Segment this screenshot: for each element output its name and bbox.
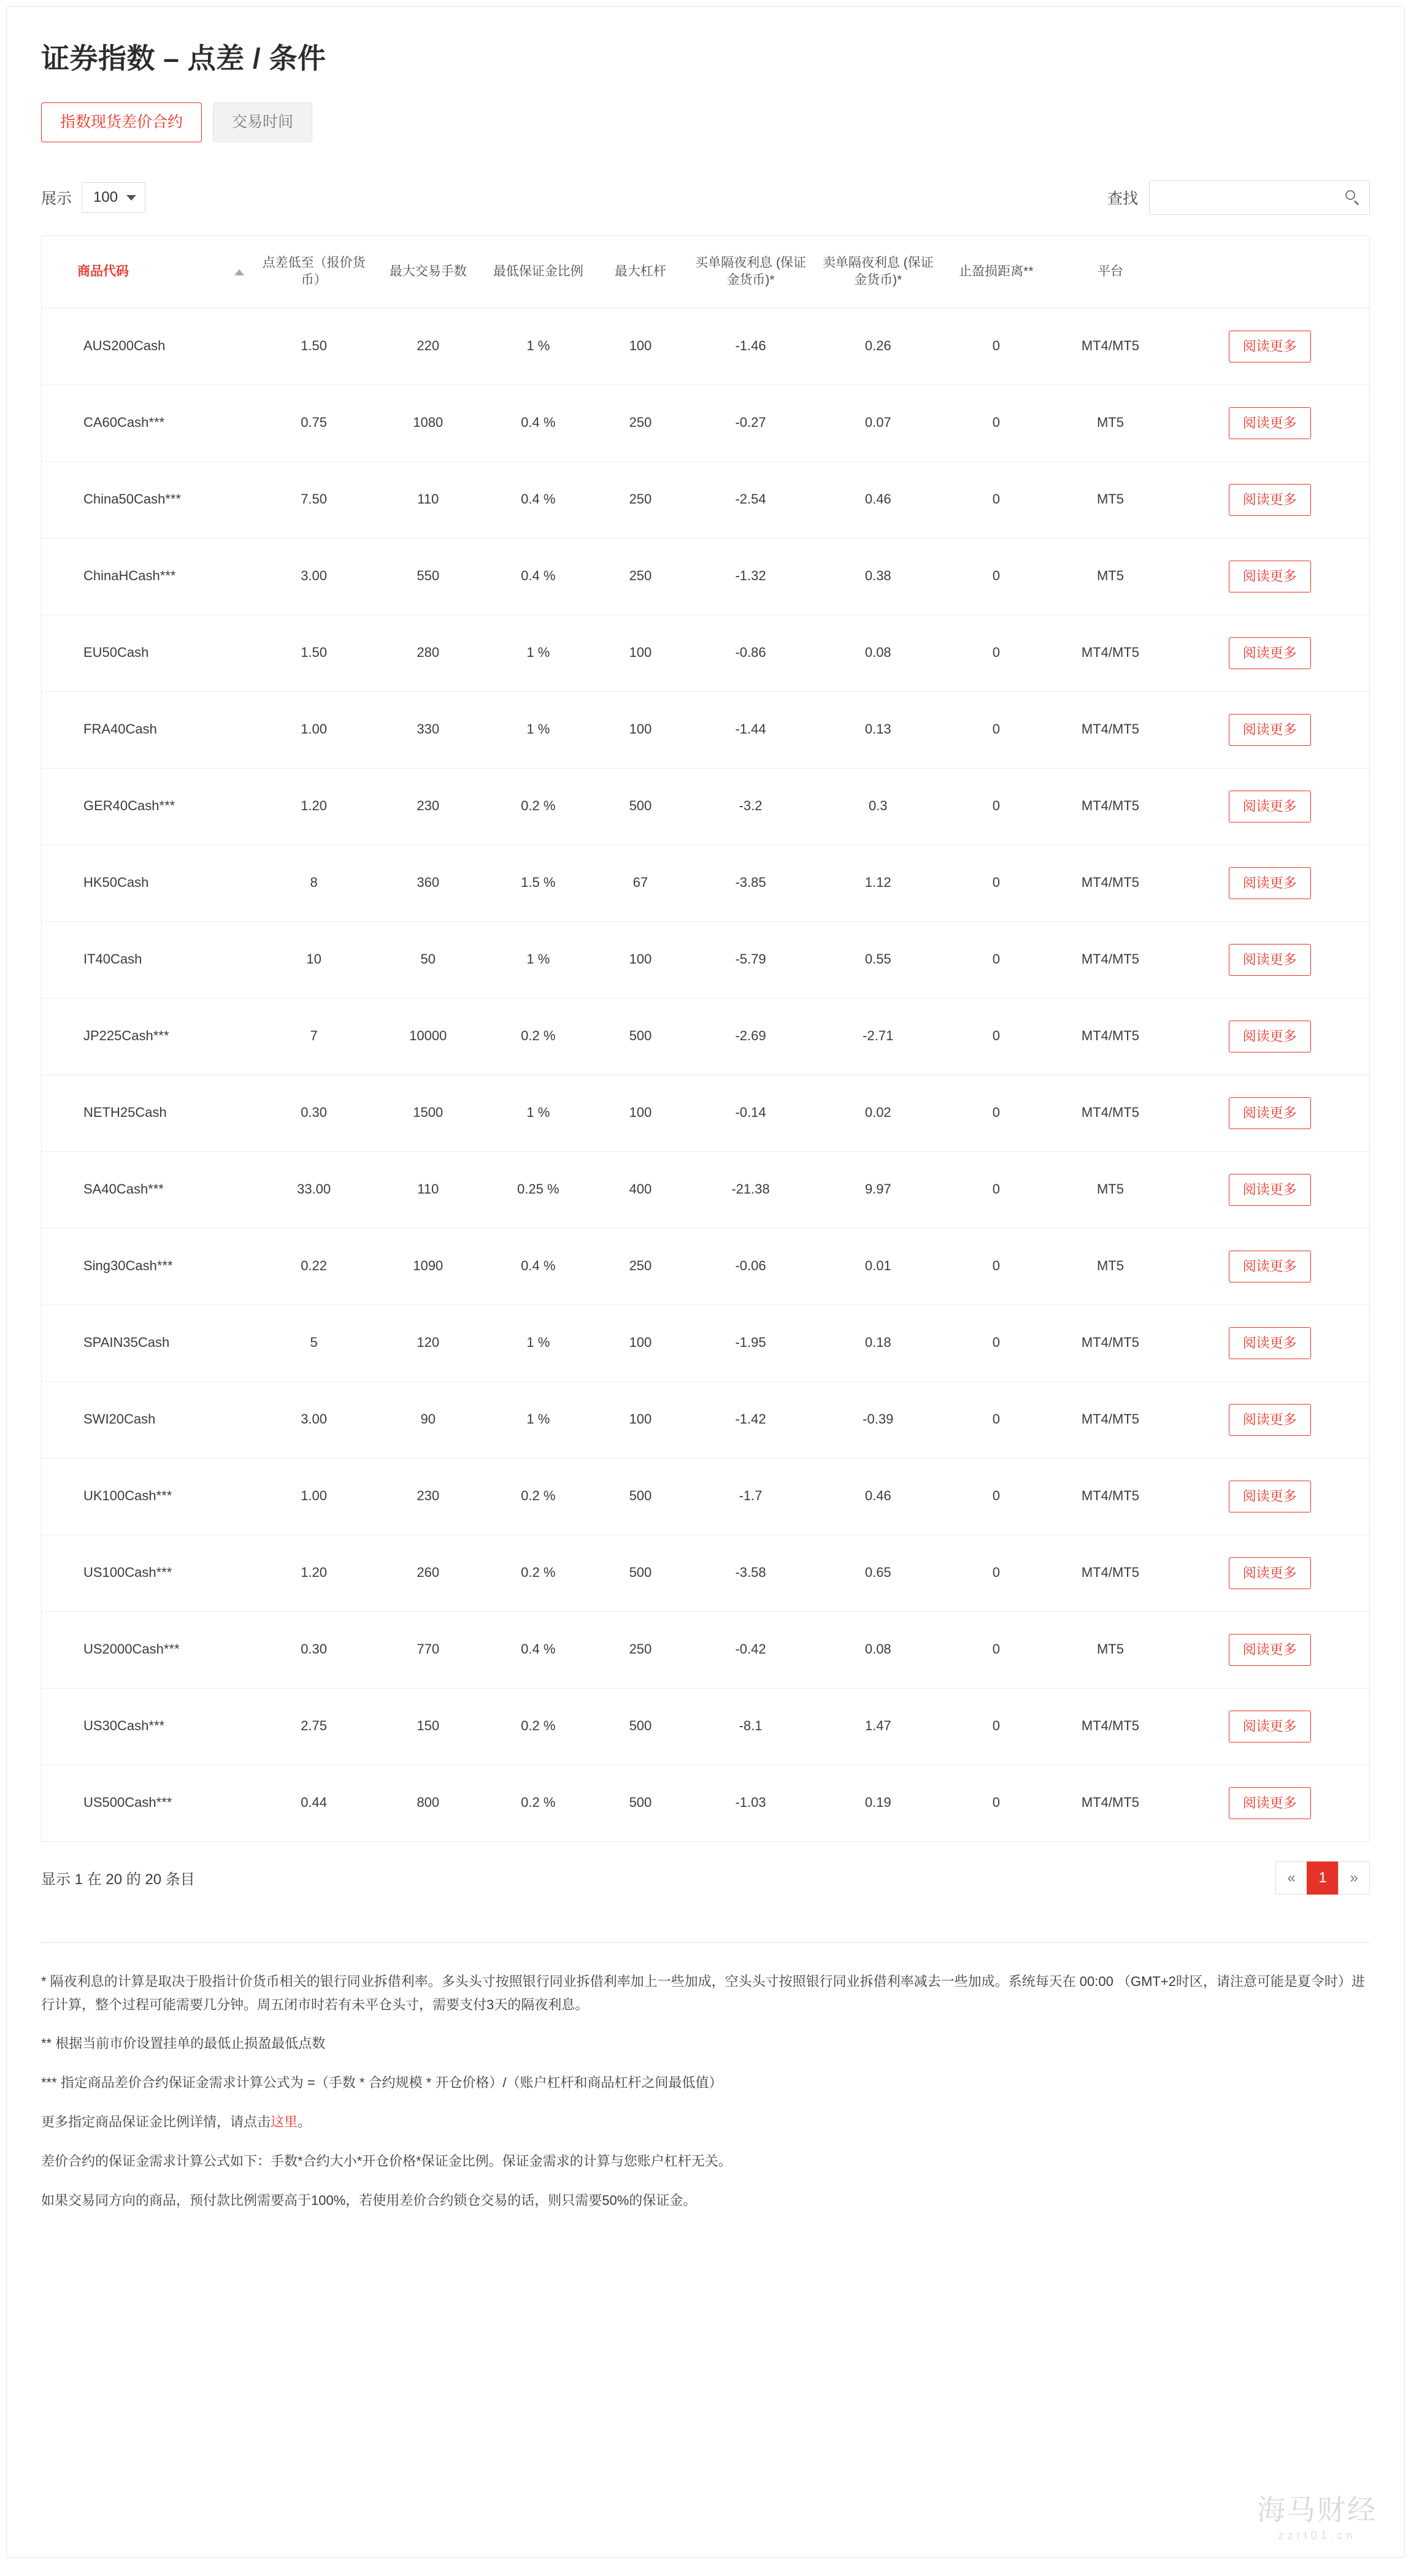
- cell-action: [1170, 768, 1369, 845]
- search-icon: [1345, 190, 1361, 205]
- table-row: [42, 1381, 1369, 1458]
- cell-spread: 0.44: [301, 1795, 328, 1811]
- cell-buy-swap: -1.32: [687, 538, 815, 615]
- cell-buy-swap: -0.42: [687, 1611, 815, 1688]
- cell-buy-swap: -3.85: [687, 845, 815, 921]
- cell-max-leverage: 250: [594, 385, 686, 461]
- cell-action: [1170, 1075, 1369, 1151]
- cell-spread: 3.00: [254, 538, 374, 615]
- cell-spread: 0.30: [254, 1611, 374, 1688]
- page-root: [0, 6, 1411, 2576]
- cell-max-lots: 330: [374, 691, 482, 768]
- cell-sell-swap: 0.46: [814, 1458, 942, 1535]
- cell-spread: 10: [254, 921, 374, 998]
- tab-index-cfd[interactable]: 指数现货差价合约: [41, 102, 202, 142]
- table-row: [42, 1535, 1369, 1611]
- cell-symbol: GER40Cash***: [42, 768, 254, 845]
- cell-stop-distance: 0: [942, 538, 1050, 615]
- cell-stop-distance: 0: [942, 1151, 1050, 1228]
- cell-platform: MT4/MT5: [1051, 1305, 1171, 1381]
- cell-max-leverage: 100: [594, 1381, 686, 1458]
- cell-sell-swap: 0.38: [814, 538, 942, 615]
- cell-min-margin: 0.4 %: [482, 538, 594, 615]
- cell-max-leverage: 500: [594, 998, 686, 1075]
- cell-stop-distance: 0: [942, 461, 1050, 538]
- cell-spread: 7: [254, 998, 374, 1075]
- cell-sell-swap: 1.47: [814, 1688, 942, 1765]
- cell-stop-distance: 0: [942, 998, 1050, 1075]
- cell-buy-swap: -0.27: [687, 385, 815, 461]
- cell-symbol: HK50Cash: [42, 845, 254, 921]
- cell-action: [1170, 1305, 1369, 1381]
- cell-max-leverage: 500: [594, 1535, 686, 1611]
- col-header-sell-swap[interactable]: 卖单隔夜利息 (保证金货币)*: [814, 236, 942, 308]
- cell-platform: MT4/MT5: [1051, 615, 1171, 691]
- cell-max-leverage: 100: [594, 1075, 686, 1151]
- cell-min-margin: 1 %: [482, 615, 594, 691]
- table-row: [42, 1458, 1369, 1535]
- pagination-last[interactable]: »: [1338, 1861, 1370, 1895]
- read-more-button[interactable]: 阅读更多: [1229, 407, 1311, 439]
- cell-max-lots: 90: [374, 1381, 482, 1458]
- cell-platform: MT4/MT5: [1051, 1381, 1171, 1458]
- chevron-down-icon: [126, 195, 136, 201]
- instruments-table-wrapper: [41, 236, 1370, 1842]
- cell-max-lots: 150: [374, 1688, 482, 1765]
- cell-symbol: EU50Cash: [42, 615, 254, 691]
- cell-action: [1170, 538, 1369, 615]
- cell-min-margin: 0.2 %: [482, 1688, 594, 1765]
- cell-sell-swap: 0.26: [814, 308, 942, 385]
- cell-stop-distance: 0: [942, 615, 1050, 691]
- cell-max-leverage: 100: [594, 308, 686, 385]
- cell-min-margin: 1 %: [482, 308, 594, 385]
- read-more-button[interactable]: 阅读更多: [1229, 944, 1311, 976]
- cell-sell-swap: 0.01: [814, 1228, 942, 1305]
- content-card: [6, 6, 1405, 2558]
- cell-min-margin: 0.2 %: [482, 1458, 594, 1535]
- cell-min-margin: 0.4 %: [482, 385, 594, 461]
- cell-symbol: UK100Cash***: [42, 1458, 254, 1535]
- cell-min-margin: 0.2 %: [482, 768, 594, 845]
- cell-sell-swap: 0.55: [814, 921, 942, 998]
- read-more-button[interactable]: 阅读更多: [1229, 1787, 1311, 1819]
- cell-min-margin: 0.25 %: [482, 1151, 594, 1228]
- cell-symbol: NETH25Cash: [42, 1075, 254, 1151]
- cell-max-leverage: 250: [594, 538, 686, 615]
- footnotes: [41, 1970, 1370, 2212]
- cell-max-leverage: 400: [594, 1151, 686, 1228]
- col-header-spread[interactable]: 点差低至（报价货币）: [254, 236, 374, 308]
- cell-symbol: US100Cash***: [42, 1535, 254, 1611]
- cell-spread: 7.50: [254, 461, 374, 538]
- cell-max-lots: 1090: [374, 1228, 482, 1305]
- cell-stop-distance: 0: [942, 1305, 1050, 1381]
- cell-stop-distance: 0: [942, 768, 1050, 845]
- cell-sell-swap: -2.71: [814, 998, 942, 1075]
- cell-sell-swap: 0.18: [814, 1305, 942, 1381]
- cell-sell-swap: 0.46: [814, 461, 942, 538]
- cell-action: [1170, 1228, 1369, 1305]
- cell-spread: 1.20: [254, 768, 374, 845]
- read-more-button[interactable]: 阅读更多: [1229, 1481, 1311, 1512]
- cell-min-margin: 1 %: [482, 1075, 594, 1151]
- cell-max-lots: 550: [374, 538, 482, 615]
- cell-buy-swap: -2.54: [687, 461, 815, 538]
- cell-min-margin: 1 %: [482, 1305, 594, 1381]
- read-more-button[interactable]: 阅读更多: [1229, 1557, 1311, 1589]
- table-row: [42, 845, 1369, 921]
- cell-action: [1170, 921, 1369, 998]
- cell-action: [1170, 615, 1369, 691]
- cell-min-margin: 0.4 %: [482, 461, 594, 538]
- table-row: [42, 1611, 1369, 1688]
- cell-symbol: ChinaHCash***: [42, 538, 254, 615]
- read-more-button[interactable]: 阅读更多: [1229, 637, 1311, 669]
- read-more-button[interactable]: 阅读更多: [1229, 1097, 1311, 1129]
- cell-min-margin: 1 %: [482, 691, 594, 768]
- tab-bar: [41, 102, 1375, 142]
- cell-sell-swap: 0.13: [814, 691, 942, 768]
- read-more-button[interactable]: 阅读更多: [1229, 1634, 1311, 1666]
- cell-action: [1170, 308, 1369, 385]
- cell-action: [1170, 1458, 1369, 1535]
- cell-max-lots: 280: [374, 615, 482, 691]
- col-header-platform[interactable]: 平台: [1051, 236, 1171, 308]
- read-more-button[interactable]: 阅读更多: [1229, 1711, 1311, 1742]
- col-header-stop-distance[interactable]: 止盈损距离**: [942, 236, 1050, 308]
- cell-platform: MT5: [1051, 1151, 1171, 1228]
- cell-buy-swap: -1.7: [687, 1458, 815, 1535]
- cell-action: [1170, 1381, 1369, 1458]
- cell-sell-swap: 0.08: [814, 615, 942, 691]
- cell-symbol: China50Cash***: [42, 461, 254, 538]
- cell-buy-swap: -0.06: [687, 1228, 815, 1305]
- cell-action: [1170, 1688, 1369, 1765]
- cell-symbol: US30Cash***: [42, 1688, 254, 1765]
- cell-platform: MT4/MT5: [1051, 1688, 1171, 1765]
- cell-sell-swap: 0.02: [814, 1075, 942, 1151]
- cell-stop-distance: 0: [942, 1458, 1050, 1535]
- cell-symbol: CA60Cash***: [42, 385, 254, 461]
- cell-stop-distance: 0: [942, 691, 1050, 768]
- cell-spread: 1.50: [254, 308, 374, 385]
- cell-buy-swap: -3.2: [687, 768, 815, 845]
- cell-sell-swap: 0.3: [814, 768, 942, 845]
- pagination-page-1[interactable]: 1: [1307, 1861, 1339, 1895]
- cell-max-leverage: 250: [594, 461, 686, 538]
- cell-symbol: Sing30Cash***: [42, 1228, 254, 1305]
- table-row: [42, 691, 1369, 768]
- cell-spread: 1.00: [254, 691, 374, 768]
- col-header-max-lots[interactable]: 最大交易手数: [374, 236, 482, 308]
- read-more-button[interactable]: 阅读更多: [1229, 791, 1311, 822]
- table-controls: [41, 180, 1370, 215]
- cell-max-lots: 50: [374, 921, 482, 998]
- cell-min-margin: 1 %: [482, 1381, 594, 1458]
- search-input[interactable]: [1158, 189, 1345, 207]
- cell-spread: 8: [254, 845, 374, 921]
- cell-sell-swap: 0.65: [814, 1535, 942, 1611]
- table-row: [42, 538, 1369, 615]
- read-more-button[interactable]: 阅读更多: [1229, 484, 1311, 516]
- watermark-sub: zzrt01.cn: [1278, 2529, 1356, 2542]
- cell-sell-swap: -0.39: [814, 1381, 942, 1458]
- cell-max-lots: 10000: [374, 998, 482, 1075]
- cell-stop-distance: 0: [942, 1381, 1050, 1458]
- table-row: [42, 768, 1369, 845]
- cell-sell-swap: 0.08: [814, 1611, 942, 1688]
- col-header-symbol[interactable]: 商品代码: [42, 236, 254, 308]
- search-field[interactable]: [1149, 180, 1370, 215]
- cell-min-margin: 1 %: [482, 921, 594, 998]
- cell-action: [1170, 691, 1369, 768]
- footnote-link-prefix: 更多指定商品保证金比例详情，请点击: [41, 2114, 271, 2129]
- cell-action: [1170, 1535, 1369, 1611]
- cell-buy-swap: -1.42: [687, 1381, 815, 1458]
- cell-spread: 1.50: [254, 615, 374, 691]
- cell-platform: MT4/MT5: [1051, 998, 1171, 1075]
- cell-platform: MT5: [1051, 538, 1171, 615]
- cell-stop-distance: 0: [942, 1075, 1050, 1151]
- cell-stop-distance: 0: [992, 1795, 1000, 1811]
- cell-max-leverage: 100: [594, 615, 686, 691]
- table-row: [42, 1151, 1369, 1228]
- read-more-button[interactable]: 阅读更多: [1229, 1021, 1311, 1052]
- cell-symbol: SA40Cash***: [42, 1151, 254, 1228]
- cell-buy-swap: -21.38: [687, 1151, 815, 1228]
- cell-max-leverage: 100: [594, 921, 686, 998]
- cell-action: [1170, 998, 1369, 1075]
- cell-symbol: FRA40Cash: [42, 691, 254, 768]
- cell-stop-distance: 0: [942, 1688, 1050, 1765]
- cell-action: [1170, 845, 1369, 921]
- cell-max-lots: 230: [374, 768, 482, 845]
- cell-platform: MT4/MT5: [1051, 845, 1171, 921]
- cell-symbol: US500Cash***: [83, 1795, 172, 1811]
- cell-spread: 2.75: [254, 1688, 374, 1765]
- watermark-main: 海马财经: [1257, 2494, 1377, 2526]
- cell-symbol: JP225Cash***: [42, 998, 254, 1075]
- tab-trading-hours[interactable]: 交易时间: [213, 102, 312, 142]
- cell-platform: MT4/MT5: [1051, 1535, 1171, 1611]
- cell-spread: 3.00: [254, 1381, 374, 1458]
- margin-details-link[interactable]: 这里: [271, 2114, 298, 2129]
- cell-spread: 33.00: [254, 1151, 374, 1228]
- cell-max-leverage: 250: [594, 1228, 686, 1305]
- show-entries-value: 100: [93, 189, 118, 205]
- read-more-button[interactable]: 阅读更多: [1229, 1327, 1311, 1359]
- cell-max-lots: 1080: [374, 385, 482, 461]
- cell-stop-distance: 0: [942, 921, 1050, 998]
- cell-sell-swap: 1.12: [814, 845, 942, 921]
- cell-sell-swap: 0.07: [814, 385, 942, 461]
- cell-max-lots: 220: [374, 308, 482, 385]
- cell-max-lots: 110: [374, 1151, 482, 1228]
- search-group: [1107, 180, 1370, 215]
- table-row: [42, 308, 1369, 385]
- cell-max-lots: 800: [417, 1795, 440, 1811]
- cell-min-margin: 0.2 %: [482, 1535, 594, 1611]
- cell-platform: MT4/MT5: [1051, 691, 1171, 768]
- cell-stop-distance: 0: [942, 845, 1050, 921]
- cell-max-leverage: 67: [594, 845, 686, 921]
- cell-max-leverage: 100: [594, 691, 686, 768]
- sort-ascending-icon: [234, 269, 244, 275]
- cell-stop-distance: 0: [942, 1228, 1050, 1305]
- table-row: [42, 1765, 1369, 1841]
- table-row: [42, 1075, 1369, 1151]
- table-row: [42, 461, 1369, 538]
- read-more-button[interactable]: 阅读更多: [1229, 561, 1311, 592]
- cell-spread: 0.30: [254, 1075, 374, 1151]
- footnote-stop-distance: ** 根据当前市价设置挂单的最低止损盈最低点数: [41, 2036, 326, 2052]
- cell-max-lots: 360: [374, 845, 482, 921]
- table-body: [42, 308, 1369, 1841]
- cell-max-lots: 120: [374, 1305, 482, 1381]
- cell-symbol: SWI20Cash: [42, 1381, 254, 1458]
- cell-buy-swap: -3.58: [687, 1535, 815, 1611]
- cell-stop-distance: 0: [942, 1535, 1050, 1611]
- cell-action: [1170, 385, 1369, 461]
- footnote-margin-formula: *** 指定商品差价合约保证金需求计算公式为 =（手数 * 合约规模 * 开仓价格）/（账户杠杆和商品杠杆之间最低值）: [41, 2075, 723, 2091]
- cell-symbol: IT40Cash: [42, 921, 254, 998]
- cell-min-margin: 1.5 %: [482, 845, 594, 921]
- cell-spread: 1.00: [254, 1458, 374, 1535]
- table-row: [42, 1688, 1369, 1765]
- cell-platform: MT4/MT5: [1051, 1075, 1171, 1151]
- read-more-button[interactable]: 阅读更多: [1229, 1251, 1311, 1282]
- cell-platform: MT4/MT5: [1051, 768, 1171, 845]
- table-head: [42, 236, 1369, 308]
- table-row: [42, 921, 1369, 998]
- cell-platform: MT5: [1051, 385, 1171, 461]
- cell-max-leverage: 250: [594, 1611, 686, 1688]
- read-more-button[interactable]: 阅读更多: [1229, 1404, 1311, 1436]
- cell-buy-swap: -0.86: [687, 615, 815, 691]
- cell-platform: MT4/MT5: [1081, 1795, 1139, 1811]
- cell-buy-swap: -0.14: [687, 1075, 815, 1151]
- cell-action: [1170, 1151, 1369, 1228]
- cell-action: [1170, 1765, 1369, 1841]
- search-label: 查找: [1107, 190, 1138, 207]
- page-title: 证券指数 – 点差 / 条件: [41, 42, 326, 74]
- cell-spread: 0.22: [254, 1228, 374, 1305]
- table-row: [42, 615, 1369, 691]
- cell-buy-swap: -5.79: [687, 921, 815, 998]
- col-header-max-leverage[interactable]: 最大杠杆: [594, 236, 686, 308]
- cell-platform: MT5: [1051, 1228, 1171, 1305]
- cell-buy-swap: -1.46: [687, 308, 815, 385]
- show-entries-label: 展示: [41, 190, 72, 207]
- cell-symbol: SPAIN35Cash: [42, 1305, 254, 1381]
- cell-min-margin: 0.2 %: [482, 998, 594, 1075]
- cell-spread: 1.20: [254, 1535, 374, 1611]
- footnote-cfd-formula: 差价合约的保证金需求计算公式如下：手数*合约大小*开仓价格*保证金比例。保证金需求的计算与您账户杠杆无关。: [41, 2153, 732, 2169]
- read-more-button[interactable]: 阅读更多: [1229, 331, 1311, 362]
- cell-spread: 5: [254, 1305, 374, 1381]
- table-footer: [41, 1861, 1370, 1895]
- cell-symbol: US2000Cash***: [42, 1611, 254, 1688]
- cell-sell-swap: 0.19: [864, 1795, 891, 1811]
- cell-spread: 0.75: [254, 385, 374, 461]
- table-header-row: [42, 236, 1369, 308]
- show-entries-select[interactable]: [82, 182, 145, 213]
- cell-max-lots: 260: [374, 1535, 482, 1611]
- cell-buy-swap: -1.03: [735, 1795, 766, 1811]
- cell-buy-swap: -2.69: [687, 998, 815, 1075]
- footnote-hedging: 如果交易同方向的商品，预付款比例需要高于100%，若使用差价合约锁仓交易的话，则只需要50%的保证金。: [41, 2192, 697, 2208]
- cell-action: [1170, 1611, 1369, 1688]
- table-row: [42, 1305, 1369, 1381]
- watermark: [1257, 2488, 1377, 2542]
- cell-max-leverage: 100: [594, 1305, 686, 1381]
- instruments-table: [42, 236, 1369, 1841]
- cell-max-leverage: 500: [629, 1795, 652, 1811]
- cell-min-margin: 0.4 %: [482, 1611, 594, 1688]
- cell-platform: MT4/MT5: [1051, 921, 1171, 998]
- cell-max-leverage: 500: [594, 768, 686, 845]
- cell-stop-distance: 0: [942, 385, 1050, 461]
- cell-max-lots: 110: [374, 461, 482, 538]
- cell-max-leverage: 500: [594, 1688, 686, 1765]
- cell-buy-swap: -1.95: [687, 1305, 815, 1381]
- cell-buy-swap: -8.1: [687, 1688, 815, 1765]
- read-more-button[interactable]: 阅读更多: [1229, 867, 1311, 899]
- cell-sell-swap: 9.97: [814, 1151, 942, 1228]
- footnote-link-suffix: 。: [298, 2114, 312, 2129]
- read-more-button[interactable]: 阅读更多: [1229, 1174, 1311, 1206]
- cell-min-margin: 0.2 %: [521, 1795, 556, 1811]
- pagination-first[interactable]: «: [1275, 1861, 1307, 1895]
- showing-entries-text: 显示 1 在 20 的 20 条目: [41, 1871, 195, 1888]
- cell-max-lots: 230: [374, 1458, 482, 1535]
- cell-platform: MT4/MT5: [1051, 1458, 1171, 1535]
- cell-action: [1170, 461, 1369, 538]
- col-header-buy-swap[interactable]: 买单隔夜利息 (保证金货币)*: [687, 236, 815, 308]
- cell-platform: MT5: [1051, 1611, 1171, 1688]
- cell-platform: MT5: [1051, 461, 1171, 538]
- read-more-button[interactable]: 阅读更多: [1229, 714, 1311, 746]
- divider: [41, 1942, 1370, 1943]
- pagination: [1276, 1861, 1370, 1895]
- cell-max-leverage: 500: [594, 1458, 686, 1535]
- cell-platform: MT4/MT5: [1051, 308, 1171, 385]
- show-entries-group: [41, 182, 145, 213]
- footnote-swap: * 隔夜利息的计算是取决于股指计价货币相关的银行同业拆借利率。多头头寸按照银行同业拆借利率加上一些加成，空头头寸按照银行同业拆借利率减去一些加成。系统每天在 00:00 （GMT+2时区，请注意可能是夏令时）进行计算，整个过程可能需要几分钟。周五闭市时若有未平仓头寸，需要支付3天的隔夜利息。: [41, 1973, 1365, 2012]
- table-row: [42, 998, 1369, 1075]
- cell-max-lots: 770: [374, 1611, 482, 1688]
- col-header-action: [1170, 236, 1369, 308]
- cell-stop-distance: 0: [942, 308, 1050, 385]
- cell-buy-swap: -1.44: [687, 691, 815, 768]
- cell-min-margin: 0.4 %: [482, 1228, 594, 1305]
- footnote-margin-link-line: [41, 2110, 1370, 2134]
- col-header-min-margin[interactable]: 最低保证金比例: [482, 236, 594, 308]
- table-row: [42, 385, 1369, 461]
- cell-max-lots: 1500: [374, 1075, 482, 1151]
- cell-symbol: AUS200Cash: [42, 308, 254, 385]
- table-row: [42, 1228, 1369, 1305]
- cell-stop-distance: 0: [942, 1611, 1050, 1688]
